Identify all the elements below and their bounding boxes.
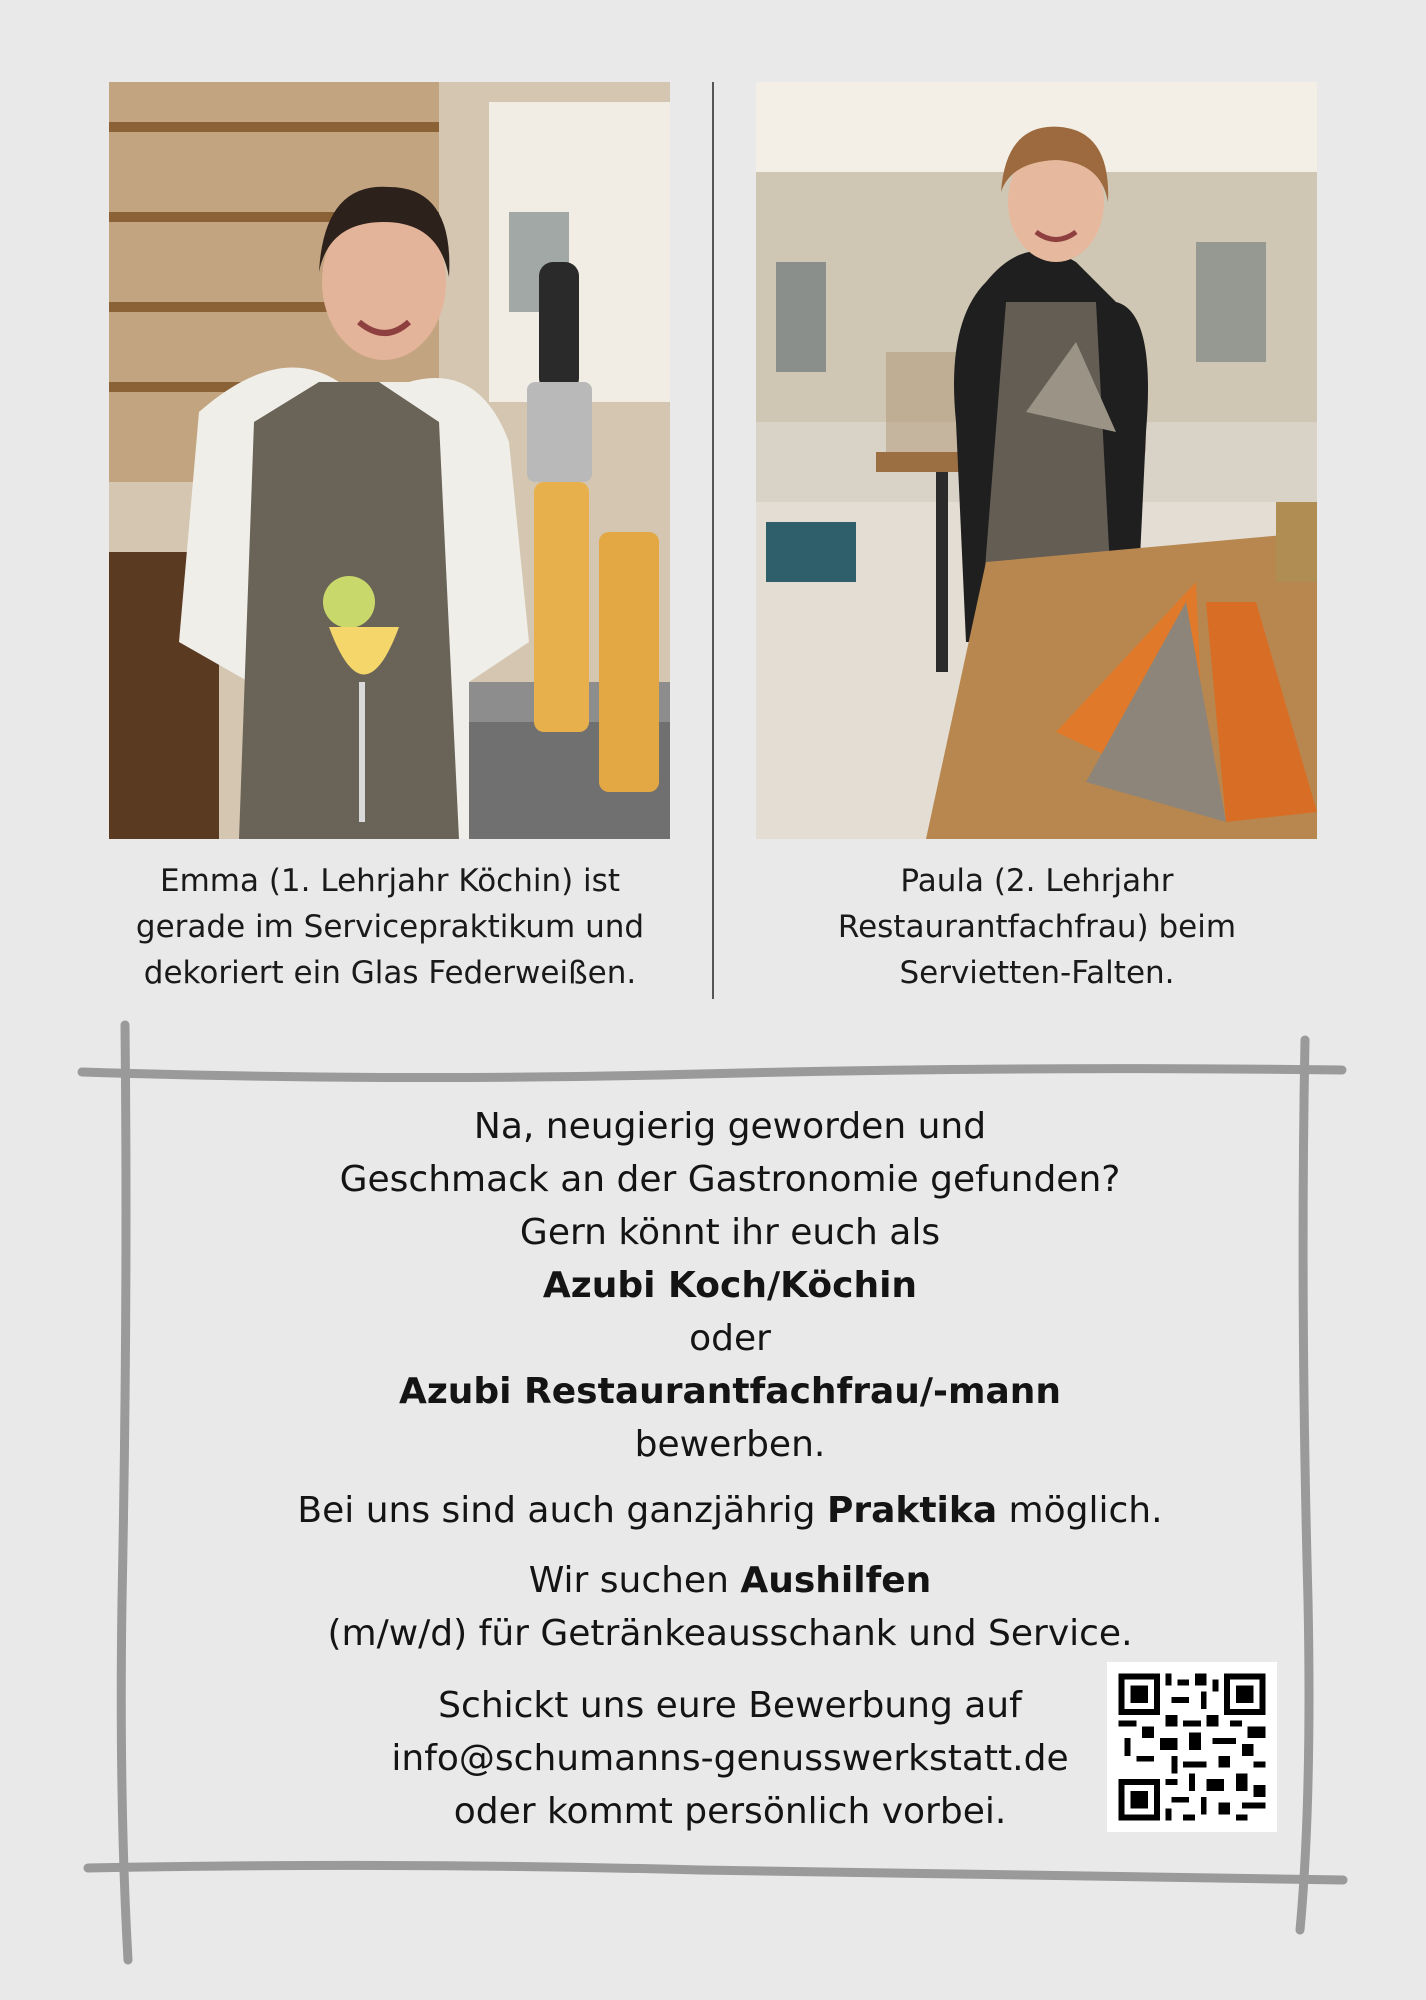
helpers-pre: Wir suchen (528, 1560, 741, 1601)
position-restaurant: Azubi Restaurantfachfrau/-mann (398, 1371, 1062, 1412)
internship-bold: Praktika (826, 1490, 998, 1531)
caption-line: dekoriert ein Glas Federweißen. (143, 955, 637, 991)
internship-pre: Bei uns sind auch ganzjährig (297, 1490, 827, 1531)
position-cook: Azubi Koch/Köchin (542, 1265, 918, 1306)
contact-email[interactable]: info@schumanns-genusswerkstatt.de (391, 1738, 1069, 1779)
caption-line: gerade im Servicepraktikum und (135, 909, 645, 945)
internship-post: möglich. (997, 1490, 1163, 1531)
invitation-line-1: Na, neugierig geworden und (473, 1106, 987, 1147)
internship-text (130, 1484, 1330, 1537)
qr-code-icon[interactable] (1107, 1662, 1277, 1832)
photo-paula (756, 82, 1317, 839)
caption-line: Emma (1. Lehrjahr Köchin) ist (160, 863, 620, 899)
caption-emma (90, 858, 690, 996)
apply-text: bewerben. (634, 1424, 826, 1465)
helpers-bold: Aushilfen (740, 1560, 932, 1601)
invitation-line-3: Gern könnt ihr euch als (519, 1212, 941, 1253)
caption-line: Restaurantfachfrau) beim (837, 909, 1237, 945)
helpers-text (130, 1554, 1330, 1660)
caption-line: Paula (2. Lehrjahr (900, 863, 1174, 899)
contact-line-3: oder kommt persönlich vorbei. (453, 1791, 1007, 1832)
helpers-line-2: (m/w/d) für Getränkeausschank und Service. (327, 1613, 1133, 1654)
invitation-text (130, 1100, 1330, 1471)
photo-emma (109, 82, 670, 839)
caption-line: Servietten-Falten. (899, 955, 1175, 991)
invitation-line-2: Geschmack an der Gastronomie gefunden? (339, 1159, 1121, 1200)
caption-paula (737, 858, 1337, 996)
contact-line-1: Schickt uns eure Bewerbung auf (438, 1685, 1022, 1726)
divider-line (712, 82, 714, 999)
or-text: oder (689, 1318, 771, 1359)
